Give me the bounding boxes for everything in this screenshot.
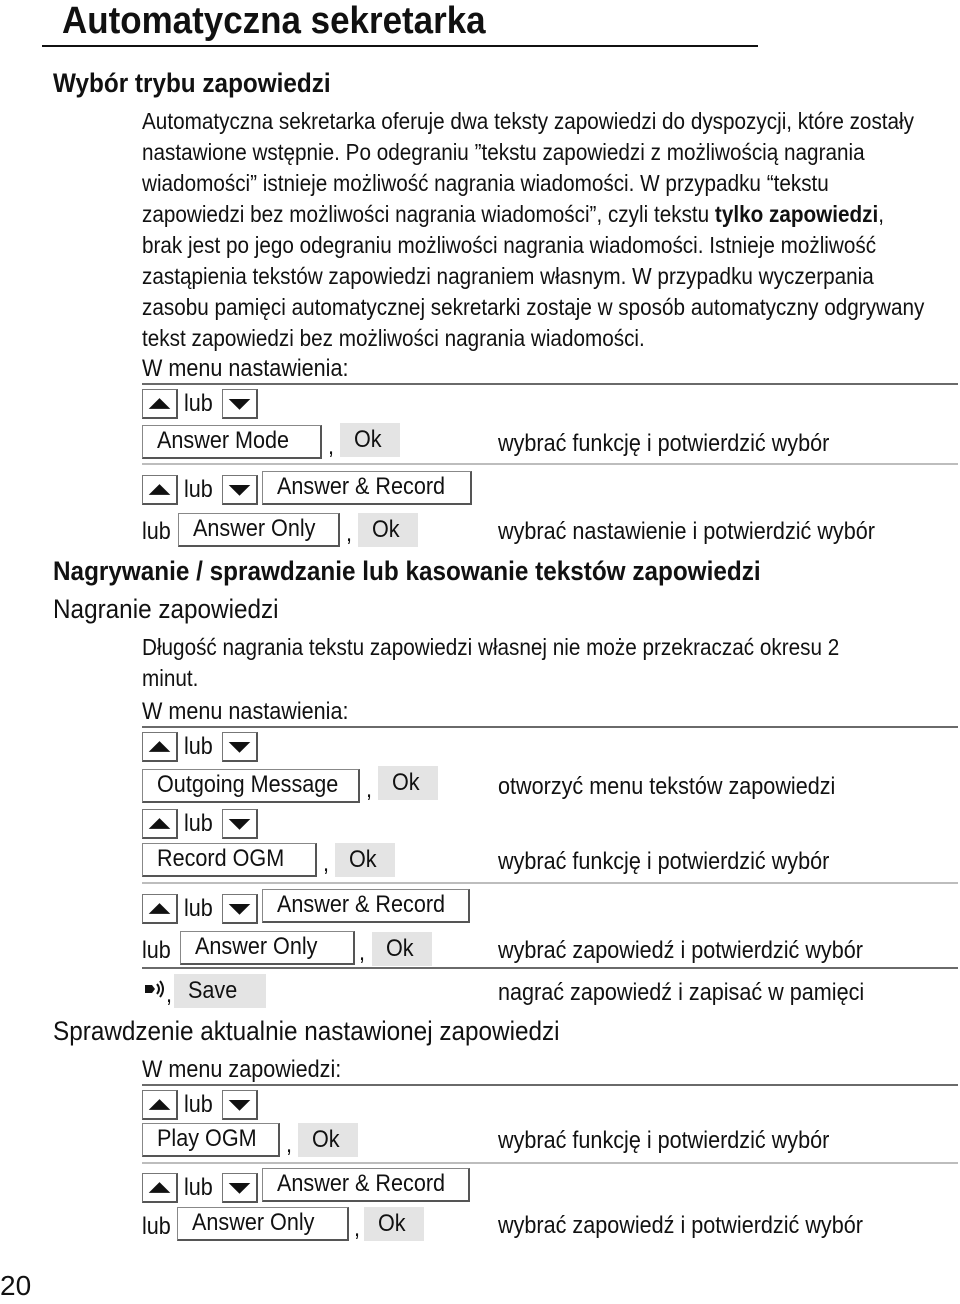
paragraph-text: zapowiedzi bez możliwości nagrania wiadomości”, czyli tekstu — [142, 201, 715, 227]
comma: , — [359, 939, 366, 966]
paragraph-line: Automatyczna sekretarka oferuje dwa teksty zapowiedzi do dyspozycji, które zostały — [142, 108, 915, 134]
paragraph-line: brak jest po jego odegraniu możliwości nagrania wiadomości. Istnieje możliwość — [142, 232, 877, 258]
down-arrow-key-icon[interactable] — [222, 809, 258, 839]
or-label: lub — [184, 390, 213, 417]
or-label: lub — [184, 895, 213, 922]
paragraph-line: zasobu pamięci automatycznej sekretarki zostaje w sposób automatyczny odgrywany — [142, 294, 925, 320]
divider — [142, 463, 958, 465]
step-description: wybrać funkcję i potwierdzić wybór — [498, 848, 830, 875]
menu-label: W menu nastawienia: — [142, 698, 349, 725]
divider — [142, 1162, 958, 1164]
display-answer-only: Answer Only — [177, 1207, 349, 1241]
paragraph-line-mixed — [142, 199, 952, 230]
menu-label: W menu nastawienia: — [142, 355, 349, 382]
up-arrow-key-icon[interactable] — [142, 732, 178, 762]
down-arrow-key-icon[interactable] — [222, 475, 258, 505]
ok-button[interactable]: Ok — [358, 513, 418, 547]
ok-button[interactable]: Ok — [335, 843, 395, 877]
step-description: wybrać zapowiedź i potwierdzić wybór — [498, 937, 863, 964]
save-button[interactable]: Save — [174, 974, 266, 1008]
or-label: lub — [184, 1174, 213, 1201]
menu-label: W menu zapowiedzi: — [142, 1056, 342, 1083]
paragraph-line: tekst zapowiedzi bez możliwości nagrania wiadomości. — [142, 325, 645, 351]
page-title: Automatyczna sekretarka — [62, 0, 486, 42]
paragraph-line: Długość nagrania tekstu zapowiedzi własnej nie może przekraczać okresu 2 — [142, 634, 840, 660]
step-description: wybrać funkcję i potwierdzić wybór — [498, 430, 830, 457]
down-arrow-key-icon[interactable] — [222, 732, 258, 762]
comma: , — [323, 850, 330, 877]
or-label: lub — [184, 1091, 213, 1118]
display-answer-only: Answer Only — [180, 931, 355, 965]
display-answer-mode: Answer Mode — [142, 425, 322, 459]
title-underline — [42, 45, 758, 47]
divider — [142, 967, 958, 969]
up-arrow-key-icon[interactable] — [142, 809, 178, 839]
paragraph-line: minut. — [142, 665, 199, 691]
divider — [142, 383, 958, 385]
page-number: 20 — [0, 1270, 32, 1301]
display-answer-record: Answer & Record — [262, 889, 470, 923]
comma: , — [286, 1131, 293, 1158]
or-label: lub — [184, 810, 213, 837]
ok-button[interactable]: Ok — [378, 766, 438, 800]
step-description: wybrać nastawienie i potwierdzić wybór — [498, 518, 875, 545]
step-description: nagrać zapowiedź i zapisać w pamięci — [498, 979, 865, 1006]
section-mode-paragraph — [142, 106, 952, 354]
paragraph-text: , — [878, 201, 885, 227]
divider — [142, 882, 958, 884]
or-label: lub — [142, 1213, 171, 1240]
display-record-ogm: Record OGM — [142, 843, 317, 877]
comma: , — [354, 1215, 361, 1242]
paragraph-line: nastawione wstępnie. Po odegraniu ”tekstu zapowiedzi z możliwością nagrania — [142, 139, 865, 165]
section-heading-mode: Wybór trybu zapowiedzi — [53, 68, 331, 98]
up-arrow-key-icon[interactable] — [142, 475, 178, 505]
down-arrow-key-icon[interactable] — [222, 1173, 258, 1203]
down-arrow-key-icon[interactable] — [222, 1090, 258, 1120]
subheading-record-announcement: Nagranie zapowiedzi — [53, 594, 279, 624]
display-answer-only: Answer Only — [178, 513, 340, 547]
or-label: lub — [142, 937, 171, 964]
section-heading-check: Sprawdzenie aktualnie nastawionej zapowiedzi — [53, 1016, 560, 1046]
down-arrow-key-icon[interactable] — [222, 389, 258, 419]
or-label: lub — [184, 733, 213, 760]
section-heading-recording: Nagrywanie / sprawdzanie lub kasowanie tekstów zapowiedzi — [53, 556, 761, 586]
divider — [142, 726, 958, 728]
comma: , — [328, 433, 335, 460]
or-label: lub — [142, 518, 171, 545]
display-play-ogm: Play OGM — [142, 1123, 280, 1157]
display-answer-record: Answer & Record — [262, 471, 472, 505]
up-arrow-key-icon[interactable] — [142, 894, 178, 924]
bold-phrase: tylko zapowiedzi — [714, 201, 879, 227]
comma: , — [366, 776, 373, 803]
ok-button[interactable]: Ok — [372, 932, 432, 966]
step-description: otworzyć menu tekstów zapowiedzi — [498, 773, 836, 800]
step-description: wybrać zapowiedź i potwierdzić wybór — [498, 1212, 863, 1239]
comma: , — [346, 520, 353, 547]
ok-button[interactable]: Ok — [364, 1207, 424, 1241]
paragraph-line: zastąpienia tekstów zapowiedzi nagraniem własnym. W przypadku wyczerpania — [142, 263, 874, 289]
ok-button[interactable]: Ok — [340, 423, 400, 457]
up-arrow-key-icon[interactable] — [142, 1090, 178, 1120]
down-arrow-key-icon[interactable] — [222, 894, 258, 924]
paragraph-line: wiadomości” istnieje możliwość nagrania wiadomości. W przypadku “tekstu — [142, 170, 829, 196]
ok-button[interactable]: Ok — [298, 1123, 358, 1157]
comma: , — [166, 981, 173, 1008]
display-answer-record: Answer & Record — [262, 1168, 470, 1202]
up-arrow-key-icon[interactable] — [142, 1173, 178, 1203]
divider — [142, 1084, 958, 1086]
or-label: lub — [184, 476, 213, 503]
display-outgoing-message: Outgoing Message — [142, 769, 360, 803]
section-recording-paragraph — [142, 632, 952, 694]
up-arrow-key-icon[interactable] — [142, 389, 178, 419]
step-description: wybrać funkcję i potwierdzić wybór — [498, 1127, 830, 1154]
